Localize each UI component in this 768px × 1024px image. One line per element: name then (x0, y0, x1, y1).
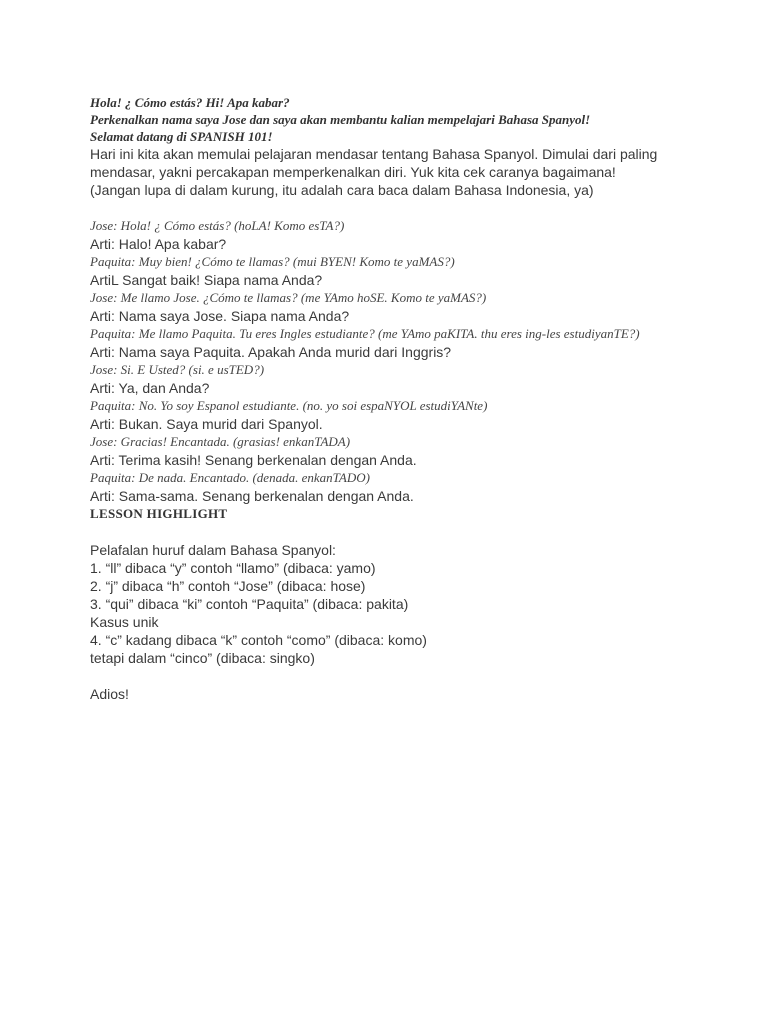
pronunciation-line: 4. “c” kadang dibaca “k” contoh “como” (dibaca: komo) (90, 632, 427, 648)
dialogue-line-translation: Arti: Halo! Apa kabar? (90, 236, 227, 252)
dialogue-line-spanish: Jose: Gracias! Encantada. (grasias! enkanTADA) (90, 434, 351, 449)
dialogue-line-spanish: Jose: Hola! ¿ Cómo estás? (hoLA! Komo esTA?) (90, 218, 345, 233)
dialogue-line-translation: ArtiL Sangat baik! Siapa nama Anda? (90, 272, 323, 288)
dialogue-line-spanish: Jose: Si. E Usted? (si. e usTED?) (90, 362, 265, 377)
lesson-highlight-heading: LESSON HIGHLIGHT (90, 506, 228, 521)
dialogue (90, 217, 690, 505)
dialogue-line-translation: Arti: Nama saya Paquita. Apakah Anda murid dari Inggris? (90, 344, 452, 360)
greeting-line: Hola! ¿ Cómo estás? Hi! Apa kabar? (90, 95, 290, 110)
dialogue-line-spanish: Paquita: No. Yo soy Espanol estudiante. (no. yo soi espaNYOL estudiYANte) (90, 398, 488, 413)
closing-text: Adios! (90, 686, 129, 702)
dialogue-line-translation: Arti: Sama-sama. Senang berkenalan dengan Anda. (90, 488, 414, 504)
dialogue-line-translation: Arti: Terima kasih! Senang berkenalan dengan Anda. (90, 452, 417, 468)
pronunciation-line: 2. “j” dibaca “h” contoh “Jose” (dibaca: hose) (90, 578, 366, 594)
pronunciation-line: 3. “qui” dibaca “ki” contoh “Paquita” (dibaca: pakita) (90, 596, 409, 612)
pronunciation-line: Kasus unik (90, 614, 159, 630)
dialogue-line-translation: Arti: Nama saya Jose. Siapa nama Anda? (90, 308, 350, 324)
pronunciation-line: tetapi dalam “cinco” (dibaca: singko) (90, 650, 315, 666)
pronunciation-list (90, 541, 690, 667)
intro-paragraph: Hari ini kita akan memulai pelajaran mendasar tentang Bahasa Spanyol. Dimulai dari paling mendasar, yakni percakapan memperkenalkan diri. Yuk kita cek caranya bagaimana! (Jangan lupa di dalam kurung, itu adalah cara baca dalam Bahasa Indonesia, ya) (90, 146, 658, 198)
pronunciation-line: 1. “ll” dibaca “y” contoh “llamo” (dibaca: yamo) (90, 560, 376, 576)
dialogue-line-spanish: Paquita: Muy bien! ¿Cómo te llamas? (mui BYEN! Komo te yaMAS?) (90, 254, 455, 269)
dialogue-line-spanish: Paquita: Me llamo Paquita. Tu eres Ingles estudiante? (me YAmo paKITA. thu eres ing-les estudiyanTE?) (90, 326, 640, 341)
dialogue-line-translation: Arti: Bukan. Saya murid dari Spanyol. (90, 416, 323, 432)
document-body (90, 94, 690, 703)
pronunciation-line: Pelafalan huruf dalam Bahasa Spanyol: (90, 542, 336, 558)
dialogue-line-translation: Arti: Ya, dan Anda? (90, 380, 210, 396)
welcome-line: Selamat datang di SPANISH 101! (90, 129, 273, 144)
dialogue-line-spanish: Paquita: De nada. Encantado. (denada. enkanTADO) (90, 470, 370, 485)
dialogue-line-spanish: Jose: Me llamo Jose. ¿Cómo te llamas? (me YAmo hoSE. Komo te yaMAS?) (90, 290, 487, 305)
intro-block (90, 94, 690, 145)
introduction-line: Perkenalkan nama saya Jose dan saya akan membantu kalian mempelajari Bahasa Spanyol! (90, 112, 591, 127)
